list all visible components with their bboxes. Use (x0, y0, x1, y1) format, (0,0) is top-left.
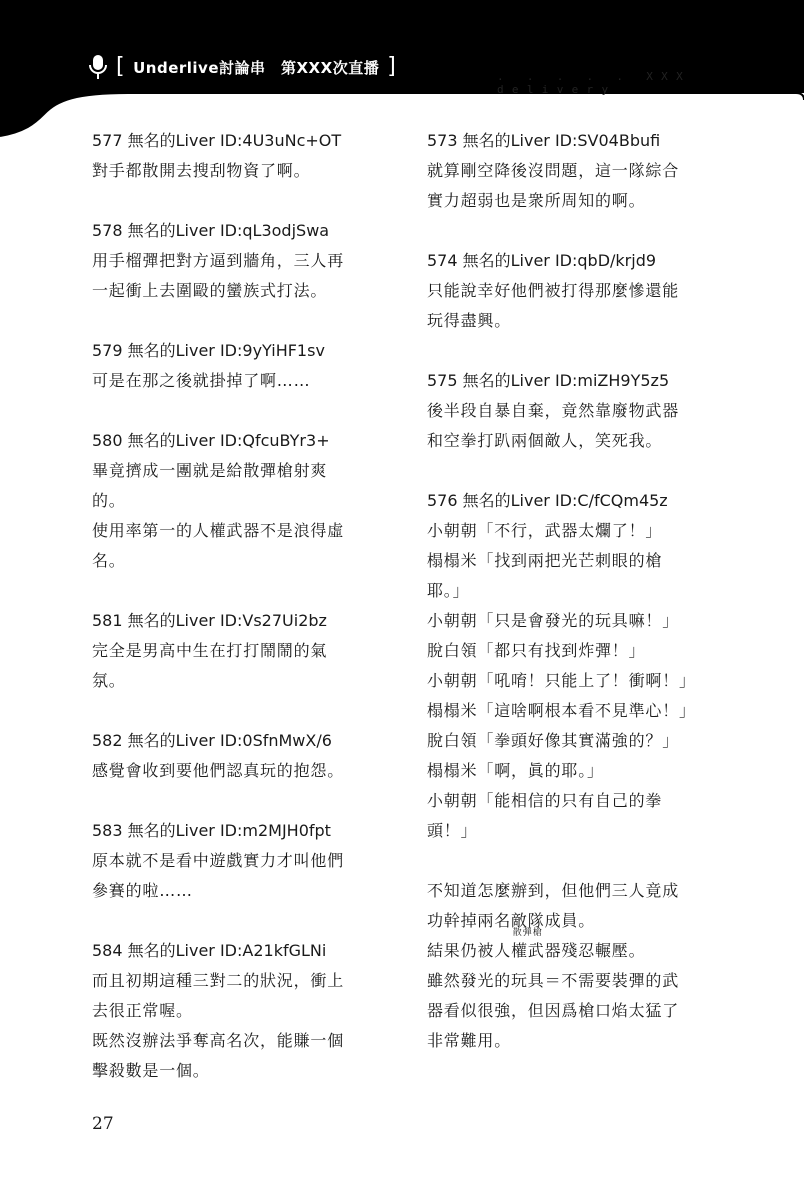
post-body-line: 一起衝上去圍毆的蠻族式打法。 (92, 281, 328, 300)
post-header: 583 無名的Liver ID:m2MJH0fpt (92, 821, 331, 840)
header-title (88, 53, 396, 81)
narration-line: 不知道怎麼辦到，但他們三人竟成 (427, 881, 680, 900)
post-body-line: 榻榻米「啊，眞的耶。」 (427, 761, 604, 780)
ruby-base: 人權武器 (494, 941, 562, 960)
post-body-line: 畢竟擠成一團就是給散彈槍射爽 (92, 461, 328, 480)
post-body-line: 可是在那之後就掛掉了啊…… (92, 371, 311, 390)
left-column (92, 126, 382, 1116)
post-body-line: 完全是男高中生在打打鬧鬧的氣 (92, 641, 328, 660)
ruby-text: 散彈槍 (512, 928, 543, 938)
post-header: 577 無名的Liver ID:4U3uNc+OT (92, 131, 342, 150)
post-header: 573 無名的Liver ID:SV04Bbufi (427, 131, 661, 150)
forum-post (92, 426, 382, 576)
narration-line: 非常難用。 (427, 1031, 512, 1050)
narration-text: 殘忍輾壓。 (561, 941, 646, 960)
post-body-line: 原本就不是看中遊戲實力才叫他們 (92, 851, 345, 870)
post-header: 582 無名的Liver ID:0SfnMwX/6 (92, 731, 332, 750)
post-body-line: 實力超弱也是衆所周知的啊。 (427, 191, 646, 210)
forum-post (92, 336, 382, 396)
post-header: 578 無名的Liver ID:qL3odjSwa (92, 221, 330, 240)
post-body-line: 小朝朝「能相信的只有自己的拳 (427, 791, 663, 810)
forum-post (92, 726, 382, 786)
post-body-line: 小朝朝「不行，武器太爛了！」 (427, 521, 663, 540)
post-body-line: 小朝朝「吼唷！只能上了！衝啊！」 (427, 671, 696, 690)
post-body-line: 參賽的啦…… (92, 881, 193, 900)
ruby-annotation (494, 928, 562, 960)
microphone-icon (88, 54, 108, 80)
post-header: 574 無名的Liver ID:qbD/krjd9 (427, 251, 657, 270)
post-body-line: 使用率第一的人權武器不是浪得虛 (92, 521, 345, 540)
post-body-line: 去很正常喔。 (92, 1001, 193, 1020)
post-header: 576 無名的Liver ID:C/fCQm45z (427, 491, 668, 510)
forum-post (427, 486, 717, 846)
post-body-line: 擊殺數是一個。 (92, 1061, 210, 1080)
post-body-line: 脫白領「都只有找到炸彈！」 (427, 641, 646, 660)
title-bracket-close: ] (387, 54, 397, 79)
post-body-line: 用手榴彈把對方逼到牆角，三人再 (92, 251, 345, 270)
header-subtitle: . . . . . XXX delivery (497, 70, 691, 96)
forum-post (427, 246, 717, 336)
post-body-line: 後半段自暴自棄，竟然靠廢物武器 (427, 401, 680, 420)
narration-text: 結果仍被 (427, 941, 495, 960)
forum-post (427, 366, 717, 456)
post-body-line: 感覺會收到要他們認真玩的抱怨。 (92, 761, 345, 780)
post-body-line: 對手都散開去搜刮物資了啊。 (92, 161, 311, 180)
narration-line: 功幹掉兩名敵隊成員。 (427, 911, 596, 930)
post-body-line: 的。 (92, 491, 126, 510)
post-body-line: 頭！」 (427, 821, 478, 840)
post-body-line: 玩得盡興。 (427, 311, 512, 330)
post-body-line: 小朝朝「只是會發光的玩具嘛！」 (427, 611, 680, 630)
post-header: 584 無名的Liver ID:A21kfGLNi (92, 941, 327, 960)
thread-title: Underlive討論串 第XXX次直播 (133, 58, 380, 77)
post-body-line: 既然沒辦法爭奪高名次，能賺一個 (92, 1031, 345, 1050)
post-body-line: 脫白領「拳頭好像其實滿強的？」 (427, 731, 680, 750)
forum-post (92, 126, 382, 186)
forum-post (92, 936, 382, 1086)
post-body-line: 就算剛空降後沒問題，這一隊綜合 (427, 161, 680, 180)
post-body-line: 氛。 (92, 671, 126, 690)
narration-line: 雖然發光的玩具＝不需要裝彈的武 (427, 971, 680, 990)
forum-post (92, 606, 382, 696)
page-number: 27 (92, 1114, 114, 1134)
narration-block (427, 876, 717, 1056)
post-header: 579 無名的Liver ID:9yYiHF1sv (92, 341, 325, 360)
post-header: 581 無名的Liver ID:Vs27Ui2bz (92, 611, 327, 630)
title-bracket-open: [ (116, 54, 126, 79)
post-body-line: 耶。」 (427, 581, 470, 600)
forum-post (427, 126, 717, 216)
post-body-line: 而且初期這種三對二的狀況，衝上 (92, 971, 345, 990)
post-header: 575 無名的Liver ID:miZH9Y5z5 (427, 371, 670, 390)
post-body-line: 只能說幸好他們被打得那麼慘還能 (427, 281, 680, 300)
post-body-line: 名。 (92, 551, 126, 570)
post-body-line: 榻榻米「這啥啊根本看不見準心！」 (427, 701, 696, 720)
post-header: 580 無名的Liver ID:QfcuBYr3+ (92, 431, 330, 450)
forum-post (92, 216, 382, 306)
narration-line: 器看似很強，但因爲槍口焰太猛了 (427, 1001, 680, 1020)
post-body-line: 榻榻米「找到兩把光芒刺眼的槍 (427, 551, 663, 570)
right-column (427, 126, 717, 1086)
narration-line (427, 928, 717, 966)
post-body-line: 和空拳打趴兩個敵人，笑死我。 (427, 431, 663, 450)
forum-post (92, 816, 382, 906)
